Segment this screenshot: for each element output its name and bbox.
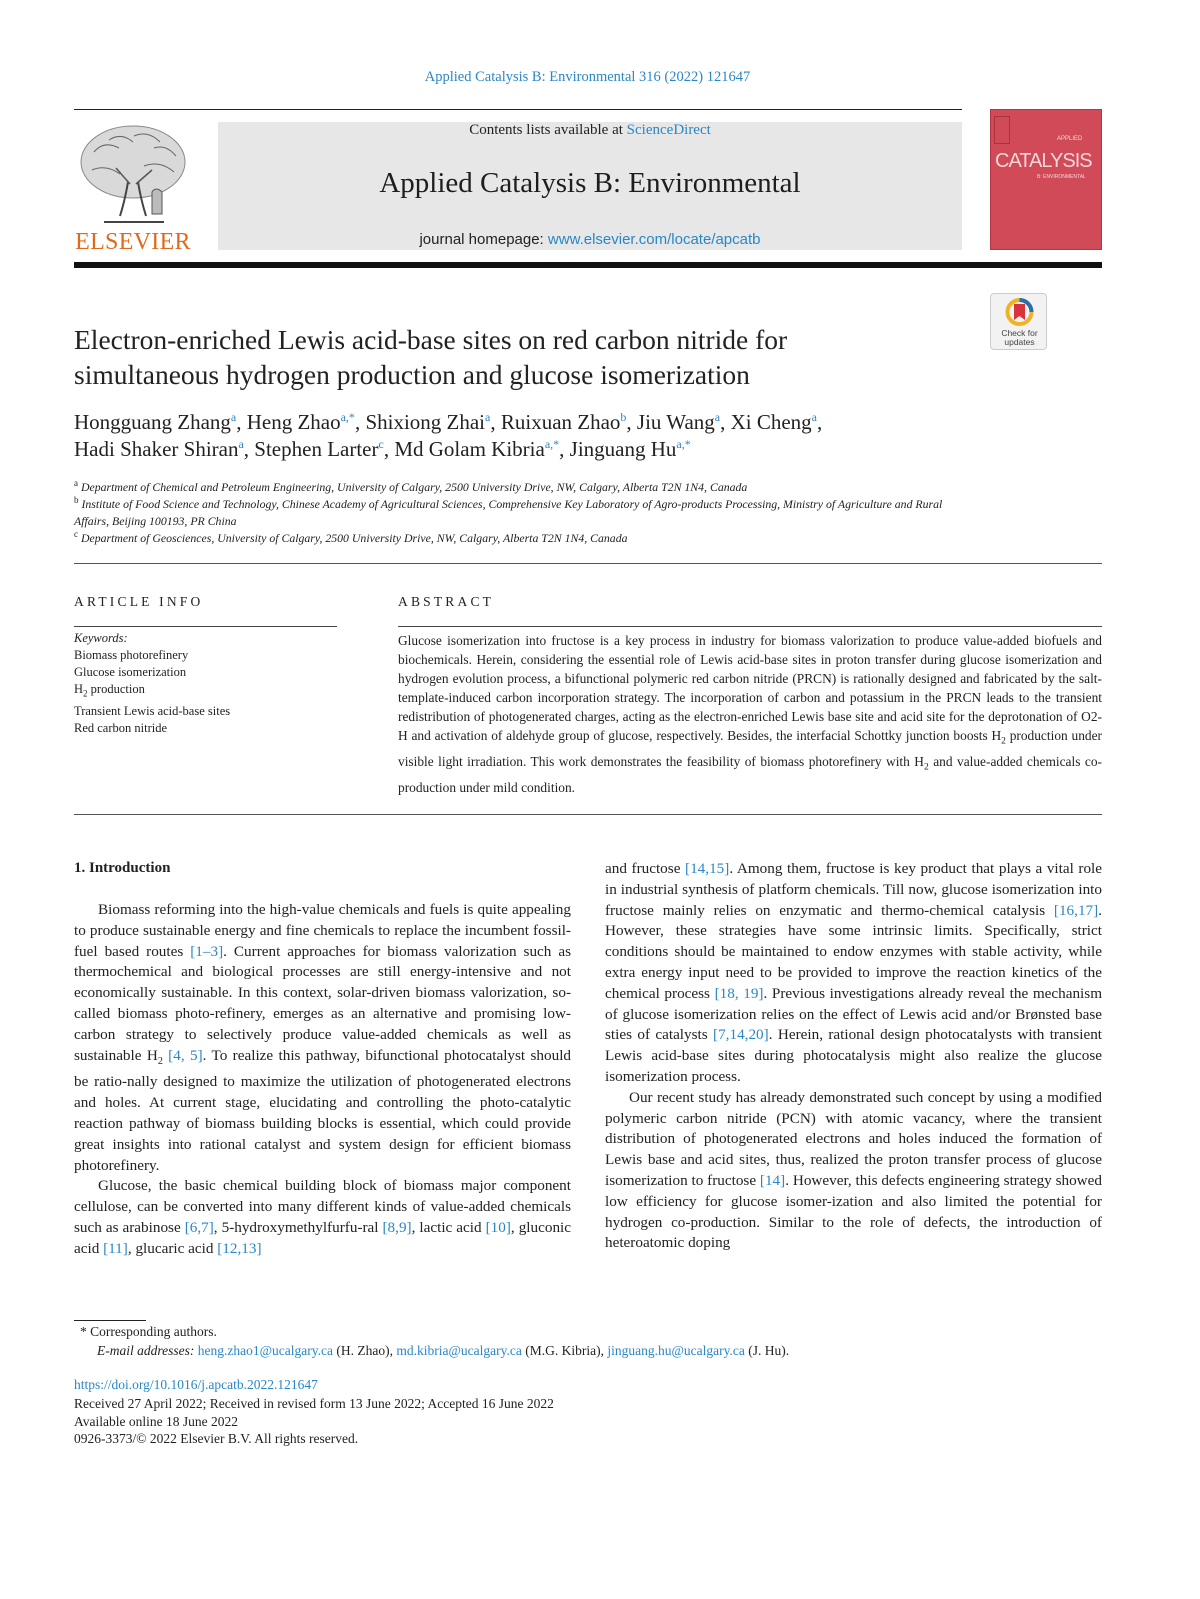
author-affil-mark[interactable]: a,*: [544, 437, 560, 451]
text-run: . To realize this pathway, bifunctional photocatalyst should be ratio-nally designed to maximize the utilization of photogenerated electrons and holes. At current stage, elucidating and controlling the photo-catalytic reaction pathway of biomass building blocks is essential, which could provide great insights into rational catalyst and system design for efficient biomass photorefinery.: [74, 1046, 572, 1174]
tree-icon: [74, 122, 192, 227]
author[interactable]: Hadi Shaker Shiran: [74, 437, 239, 461]
keyword-subscript: 2: [83, 688, 88, 699]
affiliation-mark: c: [74, 528, 78, 539]
author-affil-mark[interactable]: a: [714, 410, 721, 424]
email-label: E-mail addresses:: [97, 1343, 195, 1358]
bookmark-refresh-icon: [1005, 298, 1034, 328]
keyword: Transient Lewis acid-base sites: [74, 703, 231, 718]
abstract-subscript: 2: [923, 762, 929, 773]
cover-wordmark: CATALYSIS: [995, 150, 1092, 172]
contents-prefix: Contents lists available at: [469, 122, 627, 138]
author-separator: ,: [720, 410, 731, 434]
homepage-link[interactable]: www.elsevier.com/locate/apcatb: [547, 231, 761, 248]
text-run: , gluconic acid: [74, 1218, 572, 1257]
email-link[interactable]: jinguang.hu@ucalgary.ca: [607, 1343, 745, 1358]
reference-link[interactable]: [10]: [485, 1218, 511, 1236]
keywords-block: [74, 630, 337, 737]
email-owner: (J. Hu).: [744, 1343, 790, 1358]
email-owner: (H. Zhao),: [333, 1343, 397, 1358]
copyright: 0926-3373/© 2022 Elsevier B.V. All rights reserved.: [74, 1431, 359, 1446]
journal-cover-image[interactable]: [990, 109, 1102, 250]
paper-title: [74, 322, 954, 392]
keywords-label: Keywords:: [74, 631, 128, 645]
contents-line: [218, 122, 962, 139]
elsevier-wordmark: ELSEVIER: [75, 229, 191, 255]
article-info-rule: [74, 626, 337, 627]
affiliation-text: Department of Geosciences, University of Calgary, 2500 University Drive, NW, Calgary, Alberta T2N 1N4, Canada: [80, 530, 628, 545]
reference-link[interactable]: [16,17]: [1053, 901, 1099, 919]
author-affil-mark[interactable]: b: [620, 410, 627, 424]
reference-link[interactable]: [7,14,20]: [713, 1026, 769, 1044]
footnote-rule: [74, 1320, 146, 1321]
author[interactable]: Xi Cheng: [730, 410, 812, 434]
author-affil-mark[interactable]: a: [238, 437, 244, 451]
author[interactable]: Md Golam Kibria: [394, 437, 545, 461]
affiliation-mark: a: [74, 478, 78, 488]
author-affil-mark[interactable]: a: [230, 410, 237, 424]
author-separator: ,: [243, 437, 255, 461]
affiliation-mark: b: [74, 494, 79, 505]
text-run: . Herein, rational design photocatalysts with transient Lewis acid-base sites during photocatalysis might also realize the glucose isomerization process.: [605, 1026, 1103, 1085]
affiliations: [74, 479, 954, 547]
check-for-updates-button[interactable]: [990, 293, 1047, 350]
keyword: [74, 681, 337, 703]
affiliation-text: Institute of Food Science and Technology, Chinese Academy of Agricultural Sciences, Comprehensive Key Laboratory of Agro-products Processing, Ministry of Agriculture and Rural Affairs, Beijing 100193, PR China: [74, 496, 943, 528]
affiliation-text: Department of Chemical and Petroleum Engineering, University of Calgary, 2500 University Drive, NW, Calgary, Alberta T2N 1N4, Canada: [80, 480, 748, 494]
author-separator: ,: [817, 410, 823, 434]
keyword: Biomass photorefinery: [74, 648, 189, 662]
author[interactable]: Heng Zhao: [246, 410, 341, 434]
header-rule-thin: [74, 109, 962, 110]
journal-citation-link[interactable]: Applied Catalysis B: Environmental 316 (2022) 121647: [424, 69, 751, 85]
homepage-line: [218, 231, 962, 248]
text-run: and fructose: [605, 860, 686, 877]
text-run: Biomass reforming into the high-value chemicals and fuels is quite appealing to produce sustainable energy and fine chemicals to replace the incumbent fossil-fuel based routes: [74, 901, 571, 960]
reference-link[interactable]: [12,13]: [217, 1239, 262, 1257]
received-dates: Received 27 April 2022; Received in revised form 13 June 2022; Accepted 16 June 2022: [74, 1396, 554, 1411]
abstract-subscript: 2: [1001, 737, 1006, 748]
abstract-heading: ABSTRACT: [398, 594, 495, 609]
author[interactable]: Shixiong Zhai: [365, 410, 486, 434]
cover-label-top: APPLIED: [1057, 136, 1083, 142]
reference-link[interactable]: [11]: [103, 1239, 128, 1257]
author[interactable]: Stephen Larter: [254, 437, 379, 461]
cover-graphic: [994, 116, 1010, 144]
email-addresses: [97, 1343, 1097, 1359]
doi-link[interactable]: https://doi.org/10.1016/j.apcatb.2022.121647: [74, 1377, 318, 1392]
subscript: 2: [157, 1055, 163, 1067]
affiliation: [74, 496, 954, 530]
author[interactable]: Jiu Wang: [636, 410, 715, 434]
abstract-part: and value-added chemicals co-production under mild condition.: [398, 754, 1102, 795]
available-online: Available online 18 June 2022: [74, 1414, 238, 1429]
reference-link[interactable]: [4, 5]: [168, 1046, 203, 1064]
header-rule-thick: [74, 262, 1102, 268]
author-list: [74, 409, 974, 463]
abstract-rule: [398, 626, 1102, 627]
text-run: , glucaric acid: [127, 1239, 218, 1257]
author-affil-mark[interactable]: c: [378, 437, 384, 451]
email-link[interactable]: heng.zhao1@ucalgary.ca: [197, 1343, 333, 1358]
abstract-text: [398, 631, 1102, 797]
affiliation: [74, 530, 954, 547]
abstract-part: production under visible light irradiation. This work demonstrates the feasibility of biomass photorefinery with H: [398, 728, 1102, 770]
keyword-rest: production: [87, 682, 145, 696]
author-separator: ,: [383, 437, 395, 461]
body-column-right: [605, 859, 1102, 1254]
author-affil-mark[interactable]: a: [811, 410, 817, 424]
divider: [74, 814, 1102, 815]
paragraph: [605, 859, 1102, 1088]
author[interactable]: Jinguang Hu: [569, 437, 677, 461]
reference-link[interactable]: [8,9]: [382, 1218, 412, 1236]
author[interactable]: Ruixuan Zhao: [500, 410, 621, 434]
text-run: . Previous investigations already reveal the mechanism of glucose isomerization relies on the effect of Lewis acid and/or Brønsted base sties of catalysts: [605, 984, 1103, 1044]
author-separator: ,: [490, 410, 501, 434]
text-run: . Among them, fructose is key product that plays a vital role in industrial synthesis of platform chemicals. Till now, glucose isomerization into fructose mainly relies on enzymatic and thermo-chemical catalysis: [605, 860, 1103, 919]
author[interactable]: Hongguang Zhang: [74, 410, 231, 434]
author-separator: ,: [236, 410, 247, 434]
keyword: Glucose isomerization: [74, 665, 187, 679]
email-owner: (M.G. Kibria),: [521, 1343, 608, 1358]
author-separator: ,: [559, 437, 570, 461]
journal-title: Applied Catalysis B: Environmental: [379, 167, 801, 199]
section-heading: 1. Introduction: [74, 860, 171, 876]
email-link[interactable]: md.kibria@ucalgary.ca: [396, 1343, 522, 1358]
homepage-prefix: journal homepage:: [419, 231, 548, 248]
text-run: Glucose, the basic chemical building block of biomass major component cellulose, can be converted into many different kinds of value-added chemicals such as arabinose: [74, 1177, 571, 1236]
text-run: , lactic acid: [411, 1218, 486, 1236]
paragraph: [74, 900, 571, 1176]
keyword: Red carbon nitride: [74, 720, 168, 735]
article-info-heading: ARTICLE INFO: [74, 594, 204, 609]
author-affil-mark[interactable]: a,*: [340, 410, 355, 424]
text-run: , 5-hydroxymethylfurfu-ral: [213, 1218, 383, 1236]
author-affil-mark[interactable]: a,*: [676, 437, 691, 451]
journal-header-box: [218, 122, 962, 250]
title-line-2: simultaneous hydrogen production and glucose isomerization: [74, 359, 750, 390]
text-run: Our recent study has already demonstrated such concept by using a modified polymeric carbon nitride (PCN) with atomic vacancy, where the transient distribution of photogenerated electrons and holes induced the formation of Lewis base and acid sites, thus, realized the proton transfer process of glucose isomerization to fructose: [605, 1088, 1102, 1189]
affiliation: [74, 479, 954, 496]
corresponding-authors-note: * Corresponding authors.: [80, 1324, 217, 1339]
reference-link[interactable]: [14]: [759, 1171, 786, 1189]
title-line-1: Electron-enriched Lewis acid-base sites on red carbon nitride for: [74, 324, 788, 355]
cover-label-bottom: B: ENVIRONMENTAL: [1037, 174, 1086, 180]
paragraph: [605, 1088, 1102, 1254]
text-run: . However, these strategies have some intrinsic limits. Specifically, strict conditions should be maintained to endow enzymes with stable activity, while extra energy input need to be provided to improve the reaction kinetics of the chemical process: [605, 901, 1102, 1002]
reference-link[interactable]: [14,15]: [685, 860, 730, 877]
text-run: . However, this defects engineering strategy showed low efficiency for glucose isomer-ization and also limited the potential for hydrogen co-production. Similar to the role of defects, the introduction of heteroatomic doping: [605, 1171, 1102, 1252]
reference-link[interactable]: [6,7]: [184, 1218, 214, 1236]
sciencedirect-link[interactable]: ScienceDirect: [626, 122, 711, 138]
author-separator: ,: [354, 410, 366, 434]
divider: [74, 563, 1102, 564]
reference-link[interactable]: [1–3]: [190, 942, 224, 960]
paragraph: [74, 1176, 571, 1259]
author-affil-mark[interactable]: a: [485, 410, 491, 424]
reference-link[interactable]: [18, 19]: [714, 984, 764, 1002]
text-run: . Current approaches for biomass valorization such as thermochemical and biological processes are still energy-intensive and not economically sustainable. In this context, solar-driven biomass valorization, so-called biomass photo-refinery, emerges as an alternative and promising low-carbon strategy to selectively produce value-added chemicals as well as sustainable H: [74, 942, 572, 1064]
author-separator: ,: [626, 410, 637, 434]
body-column-left: [74, 900, 571, 1260]
abstract-part: Glucose isomerization into fructose is a key process in industry for biomass valorization to produce value-added biofuels and biochemicals. Herein, considering the essential role of Lewis acid-base sites in proton transfer during glucose isomerization and hydrogen evolution process, a bifunctional polymeric red carbon nitride (PRCN) is rationally designed and fabricated by the salt-template-induced carbon incorporation strategy. The incorporation of carbon and potassium in the PRCN leads to the transient redistribution of photogenerated charges, acting as the electron-enriched Lewis base site and acid site for the deprotonation of O2-H and activation of aldehyde group of glucose, respectively. Besides, the interfacial Schottky junction boosts H: [398, 633, 1102, 744]
keyword-h: H: [74, 682, 84, 696]
check-for-updates-label: Check for updates: [1001, 328, 1038, 347]
